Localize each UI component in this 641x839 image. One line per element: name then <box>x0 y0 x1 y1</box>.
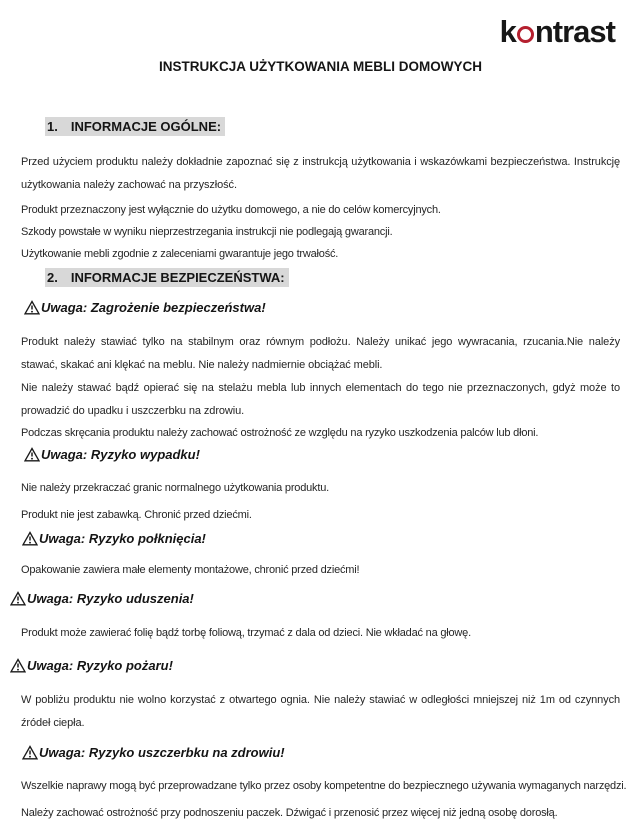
warning-icon <box>22 531 38 546</box>
paragraph: Opakowanie zawiera małe elementy montażowe, chronić przed dziećmi! <box>21 564 360 576</box>
paragraph: Produkt należy stawiać tylko na stabilnym oraz równym podłożu. Należy unikać jego wywracania, rzucania.Nie należy stawać, skakać ani klękać na meblu. Nie należy nadmiernie obciążać mebli. <box>21 336 620 371</box>
warning-heading <box>24 447 200 462</box>
paragraph: W pobliżu produktu nie wolno korzystać z otwartego ognia. Nie należy stawiać w odległości mniejszej niż 1m od czynnych źródeł ciepła. <box>21 694 620 729</box>
paragraph: Należy zachować ostrożność przy podnoszeniu paczek. Dźwigać i przenosić przez więcej niż jedną osobę dorosłą. <box>21 807 558 819</box>
section-1-number: 1. <box>47 119 58 134</box>
paragraph: Użytkowanie mebli zgodnie z zaleceniami gwarantuje jego trwałość. <box>21 248 339 260</box>
document-title: INSTRUKCJA UŻYTKOWANIA MEBLI DOMOWYCH <box>159 59 482 74</box>
warning-icon <box>10 591 26 606</box>
warning-heading <box>22 745 285 760</box>
warning-icon <box>24 300 40 315</box>
logo-text-after: ntrast <box>534 14 615 49</box>
section-1-heading-text: INFORMACJE OGÓLNE: <box>70 119 222 134</box>
section-2-heading <box>45 268 289 287</box>
section-2-number: 2. <box>47 270 58 285</box>
warning-heading-text: Uwaga: Ryzyko uduszenia! <box>27 591 194 606</box>
section-1-heading-highlight <box>45 117 225 136</box>
warning-heading-text: Uwaga: Ryzyko pożaru! <box>27 658 173 673</box>
warning-heading-text: Uwaga: Zagrożenie bezpieczeństwa! <box>41 300 266 315</box>
paragraph: Przed użyciem produktu należy dokładnie zapoznać się z instrukcją użytkowania i wskazówkami bezpieczeństwa. Instrukcję użytkowania należy zachować na przyszłość. <box>21 156 620 191</box>
warning-icon <box>10 658 26 673</box>
section-1-heading <box>45 117 225 136</box>
warning-heading <box>10 658 173 673</box>
paragraph: Nie należy stawać bądź opierać się na stelażu mebla lub innych elementach do tego nie przeznaczonych, gdyż może to prowadzić do upadku i uszczerbku na zdrowiu. <box>21 382 620 417</box>
paragraph: Szkody powstałe w wyniku nieprzestrzegania instrukcji nie podlegają gwarancji. <box>21 226 393 238</box>
warning-heading-text: Uwaga: Ryzyko wypadku! <box>41 447 200 462</box>
warning-heading <box>10 591 194 606</box>
paragraph: Produkt przeznaczony jest wyłącznie do użytku domowego, a nie do celów komercyjnych. <box>21 204 441 216</box>
warning-heading-text: Uwaga: Ryzyko uszczerbku na zdrowiu! <box>39 745 285 760</box>
warning-heading <box>24 300 266 315</box>
section-2-heading-highlight <box>45 268 289 287</box>
brand-logo <box>500 14 615 50</box>
section-2-heading-text: INFORMACJE BEZPIECZEŃSTWA: <box>70 270 285 285</box>
paragraph: Nie należy przekraczać granic normalnego użytkowania produktu. <box>21 482 329 494</box>
paragraph: Podczas skręcania produktu należy zachować ostrożność ze względu na ryzyko uszkodzenia palców lub dłoni. <box>21 427 539 439</box>
warning-icon <box>24 447 40 462</box>
logo-text-before: k <box>499 14 516 49</box>
paragraph: Produkt może zawierać folię bądź torbę foliową, trzymać z dala od dzieci. Nie wkładać na głowę. <box>21 627 471 639</box>
warning-heading <box>22 531 206 546</box>
paragraph: Wszelkie naprawy mogą być przeprowadzane tylko przez osoby kompetentne do bezpiecznego używania wymaganych narzędzi. <box>21 780 627 792</box>
warning-icon <box>22 745 38 760</box>
paragraph: Produkt nie jest zabawką. Chronić przed dziećmi. <box>21 509 252 521</box>
warning-heading-text: Uwaga: Ryzyko połknięcia! <box>39 531 206 546</box>
logo-o-ring-icon <box>517 26 534 43</box>
